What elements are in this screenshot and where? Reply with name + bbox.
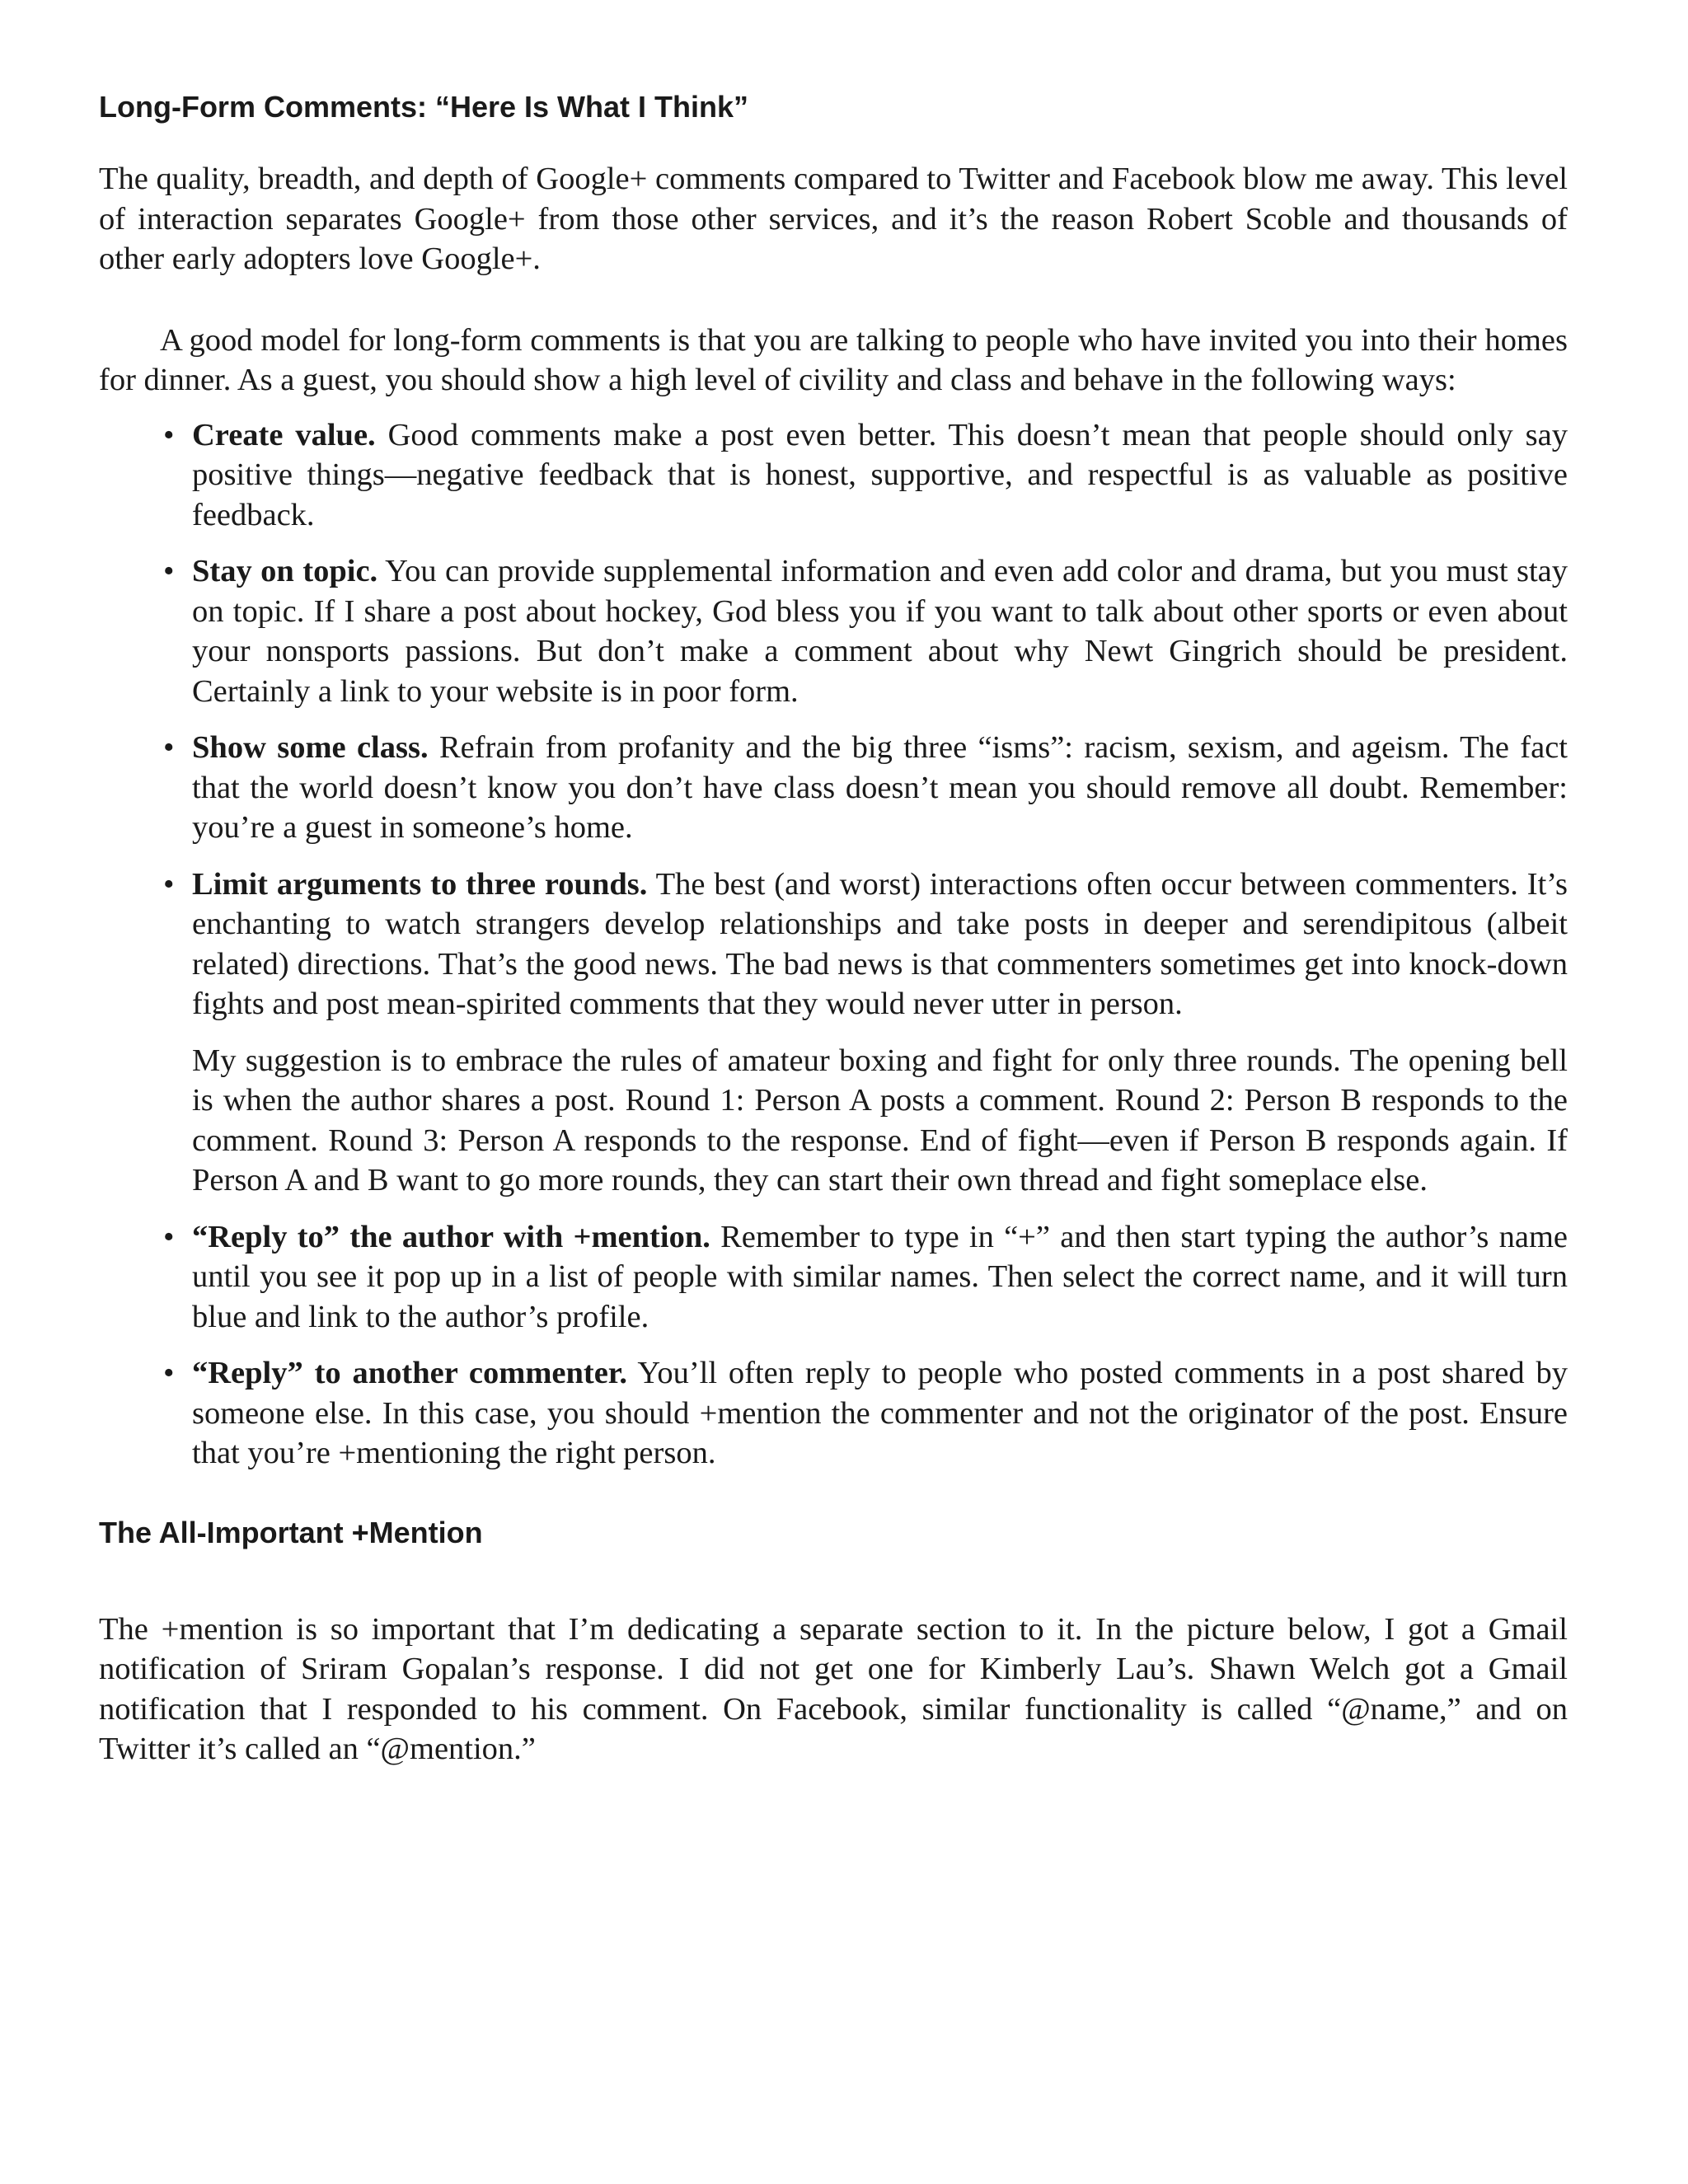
bullet-icon: • bbox=[163, 417, 175, 452]
list-item-text: The best (and worst) interactions often occur between commenters. It’s enchanting to watch strangers develop relationships and take posts in deeper and serendipitous (albeit related) directions. That’s the good news. The bad news is that commenters sometimes get into knock-down fights and post mean-spirited comments that they would never utter in person. bbox=[192, 866, 1568, 1022]
bullet-icon: • bbox=[163, 866, 175, 902]
list-item-lead: “Reply” to another commenter. bbox=[192, 1356, 627, 1391]
paragraph-dinner-model: A good model for long-form comments is that you are talking to people who have invited you into their homes for dinner. As a guest, you should show a high level of civility and class and behave in the following ways: bbox=[99, 322, 1568, 398]
list-item-text: You can provide supplemental information and even add color and drama, but you must stay on topic. If I share a post about hockey, God bless you if you want to talk about other sports or even about your nonsports passions. But don’t make a comment about why Newt Gingrich should be president. Certainly a link to your website is in poor form. bbox=[192, 554, 1568, 709]
bullet-icon: • bbox=[163, 1356, 175, 1391]
list-item-limit-arguments bbox=[99, 865, 1568, 1201]
list-item-subparagraph-boxing: My suggestion is to embrace the rules of amateur boxing and fight for only three rounds. The opening bell is when the author shares a post. Round 1: Person A posts a comment. Round 2: Person B responds to the comment. Round 3: Person A responds to the response. End of fight—even if Person B responds again. If Person A and B want to go more rounds, they can start their own thread and fight someplace else. bbox=[192, 1043, 1568, 1198]
guidelines-list bbox=[99, 415, 1568, 1474]
list-item-stay-on-topic bbox=[99, 551, 1568, 711]
list-item-lead: “Reply to” the author with +mention. bbox=[192, 1219, 710, 1254]
bullet-icon: • bbox=[163, 554, 175, 589]
section-heading-all-important-mention: The All-Important +Mention bbox=[99, 1515, 483, 1549]
list-item-show-some-class bbox=[99, 728, 1568, 848]
list-item-reply-to-commenter bbox=[99, 1353, 1568, 1474]
paragraph-intro: The quality, breadth, and depth of Google+ comments compared to Twitter and Facebook blow me away. This level of interaction separates Google+ from those other services, and it’s the reason Robert Scoble and thousands of other early adopters love Google+. bbox=[99, 162, 1568, 277]
list-item-text: Remember to type in “+” and then start typing the author’s name until you see it pop up in a list of people with similar names. Then select the correct name, and it will turn blue and link to the author’s profile. bbox=[192, 1219, 1568, 1334]
list-item-text: You’ll often reply to people who posted comments in a post shared by someone else. In this case, you should +mention the commenter and not the originator of the post. Ensure that you’re +mentioning the right person. bbox=[192, 1356, 1568, 1471]
list-item-lead: Show some class. bbox=[192, 730, 429, 766]
paragraph-mention-explanation: The +mention is so important that I’m dedicating a separate section to it. In the picture below, I got a Gmail notification of Sriram Gopalan’s response. I did not get one for Kimberly Lau’s. Shawn Welch got a Gmail notification that I responded to his comment. On Facebook, similar functionality is called “@name,” and on Twitter it’s called an “@mention.” bbox=[99, 1611, 1568, 1767]
list-item-create-value bbox=[99, 415, 1568, 536]
list-item-reply-to-author bbox=[99, 1217, 1568, 1338]
list-item-lead: Stay on topic. bbox=[192, 554, 378, 589]
list-item-text: Refrain from profanity and the big three “isms”: racism, sexism, and ageism. The fact that the world doesn’t know you don’t have class doesn’t mean you should remove all doubt. Remember: you’re a guest in someone’s home. bbox=[192, 730, 1568, 846]
bullet-icon: • bbox=[163, 730, 175, 766]
bullet-icon: • bbox=[163, 1219, 175, 1254]
list-item-lead: Limit arguments to three rounds. bbox=[192, 866, 648, 902]
list-item-lead: Create value. bbox=[192, 417, 376, 452]
list-item-text: Good comments make a post even better. This doesn’t mean that people should only say positive things—negative feedback that is honest, supportive, and respectful is as valuable as positive feedback. bbox=[192, 417, 1568, 532]
page-content bbox=[99, 89, 1568, 1769]
section-heading-long-form-comments: Long-Form Comments: “Here Is What I Think” bbox=[99, 90, 749, 124]
